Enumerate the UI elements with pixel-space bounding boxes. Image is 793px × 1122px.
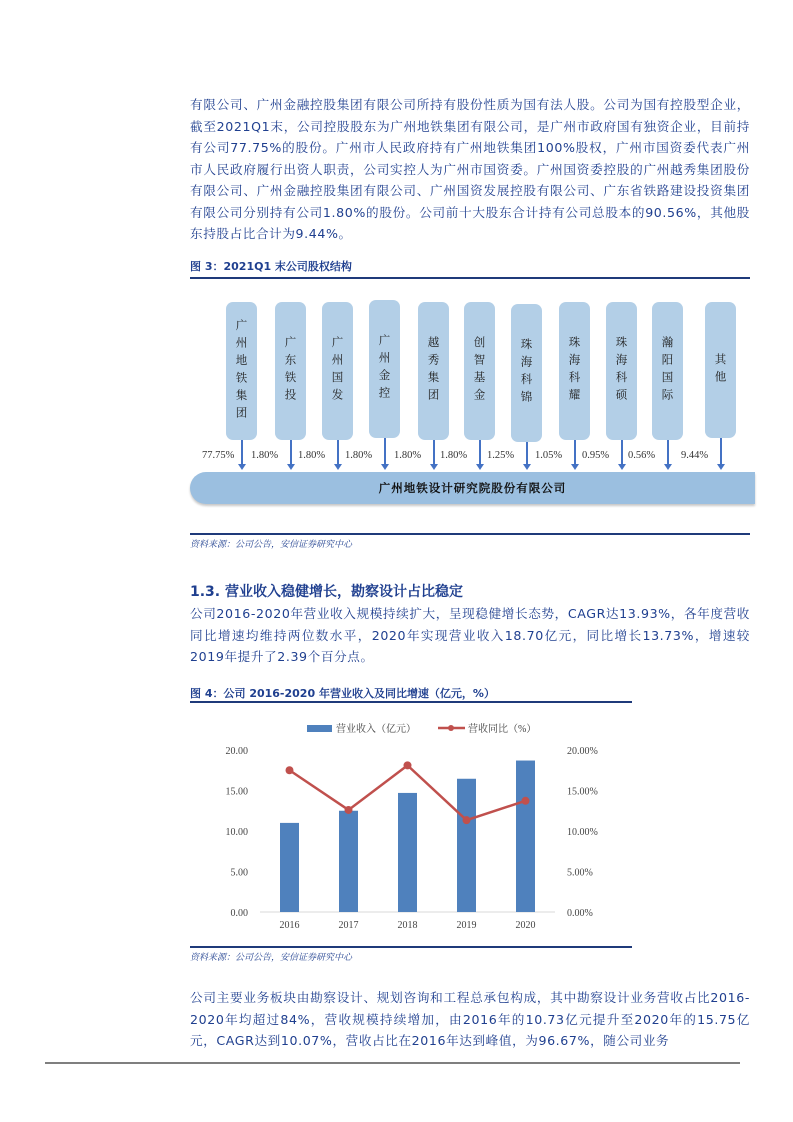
- shareholder-name: 越秀集团: [426, 336, 441, 406]
- figure4-source: 资料来源：公司公告，安信证券研究中心: [190, 953, 353, 963]
- figure4-title: 图 4：公司 2016-2020 年营业收入及同比增速（亿元，%）: [190, 687, 495, 700]
- revenue-bar: [280, 823, 299, 912]
- x-tick: 2018: [397, 920, 418, 931]
- y-left-tick: 10.00: [225, 827, 248, 838]
- company-name: 广州地铁设计研究院股份有限公司: [378, 481, 567, 495]
- shareholder-box: [559, 302, 590, 440]
- y-right-tick: 5.00%: [567, 867, 593, 879]
- ownership-percent: 1.80%: [251, 450, 279, 461]
- growth-point: [404, 761, 412, 769]
- revenue-chart: [190, 705, 635, 945]
- arrow-down-icon: [621, 440, 623, 466]
- ownership-percent: 1.80%: [440, 450, 468, 461]
- shareholder-box: [322, 302, 353, 440]
- arrow-down-icon: [479, 440, 481, 466]
- figure3-title: 图 3：2021Q1 末公司股权结构: [190, 260, 352, 273]
- shareholder-name: 广州金控: [377, 334, 392, 404]
- arrow-down-icon: [667, 440, 669, 466]
- figure3-source: 资料来源：公司公告，安信证券研究中心: [190, 540, 353, 550]
- shareholder-name: 瀚阳国际: [660, 336, 675, 406]
- figure4-top-rule: [190, 701, 632, 703]
- legend-line-label: 营收同比（%）: [468, 724, 537, 735]
- revenue-bar: [457, 779, 476, 912]
- shareholder-box: [369, 300, 400, 438]
- arrow-down-icon: [384, 438, 386, 466]
- figure3-top-rule: [190, 277, 750, 279]
- figure4-bottom-rule: [190, 946, 632, 948]
- ownership-percent: 0.56%: [628, 450, 656, 461]
- ownership-percent: 9.44%: [681, 450, 709, 461]
- shareholder-name: 创智基金: [472, 336, 487, 406]
- figure3-bottom-rule: [190, 533, 750, 535]
- shareholder-name: 珠海科耀: [567, 336, 582, 406]
- shareholder-name: 广东铁投: [283, 336, 298, 406]
- y-right-tick: 20.00%: [567, 746, 598, 757]
- ownership-percent: 1.80%: [345, 450, 373, 461]
- paragraph-business: 公司主要业务板块由勘察设计、规划咨询和工程总承包构成，其中勘察设计业务营收占比2016-2020年均超过84%，营收规模持续增加，由2016年的10.73亿元提升至2020年的15.75亿元，CAGR达到10.07%，营收占比在2016年达到峰值，为96.67%，随公司业务: [190, 990, 750, 1048]
- shareholder-box: [464, 302, 495, 440]
- y-right-tick: 10.00%: [567, 827, 598, 838]
- paragraph-revenue: 公司2016-2020年营业收入规模持续扩大，呈现稳健增长态势，CAGR达13.93%，各年度营收同比增速均维持两位数水平，2020年实现营业收入18.70亿元，同比增长13.73%，增速较2019年提升了2.39个百分点。: [190, 606, 750, 664]
- shareholder-box: [652, 302, 683, 440]
- growth-point: [522, 797, 530, 805]
- shareholder-name: 其他: [713, 352, 728, 388]
- revenue-bar: [516, 761, 535, 912]
- growth-point: [463, 816, 471, 824]
- arrow-down-icon: [574, 440, 576, 466]
- x-tick: 2017: [338, 920, 359, 931]
- ownership-percent: 1.25%: [487, 450, 515, 461]
- ownership-percent: 1.80%: [394, 450, 422, 461]
- y-left-tick: 15.00: [225, 786, 248, 798]
- company-bar: [190, 472, 755, 504]
- revenue-bar: [398, 793, 417, 912]
- shareholder-name: 珠海科硕: [614, 336, 629, 406]
- shareholder-name: 广州地铁集团: [234, 318, 249, 424]
- shareholder-name: 广州国发: [330, 336, 345, 406]
- footer-rule: [45, 1062, 740, 1064]
- revenue-bar: [339, 811, 358, 912]
- y-left-tick: 0.00: [230, 908, 248, 919]
- ownership-percent: 0.95%: [582, 450, 610, 461]
- y-left-tick: 5.00: [230, 867, 248, 879]
- growth-point: [286, 766, 294, 774]
- arrow-down-icon: [720, 438, 722, 466]
- arrow-down-icon: [526, 442, 528, 466]
- arrow-down-icon: [290, 440, 292, 466]
- shareholder-name: 珠海科锦: [519, 338, 534, 408]
- y-left-tick: 20.00: [225, 746, 248, 757]
- y-right-tick: 15.00%: [567, 786, 598, 798]
- ownership-percent: 1.05%: [535, 450, 563, 461]
- section-heading: 1.3. 营业收入稳健增长，勘察设计占比稳定: [190, 584, 463, 600]
- arrow-down-icon: [433, 440, 435, 466]
- shareholder-box: [226, 302, 257, 440]
- paragraph-ownership: 有限公司、广州金融控股集团有限公司所持有股份性质为国有法人股。公司为国有控股型企业，截至2021Q1末，公司控股股东为广州地铁集团有限公司，是广州市政府国有独资企业，目前持有公司77.75%的股份。广州市人民政府持有广州地铁集团100%股权，广州市国资委代表广州市人民政府履行出资人职责，公司实控人为广州市国资委。广州国资委控股的广州越秀集团股份有限公司、广州金融控股集团有限公司、广州国资发展控股有限公司、广东省铁路建设投资集团有限公司分别持有公司1.80%的股份。公司前十大股东合计持有公司总股本的90.56%，其他股东持股占比合计为9.44%。: [190, 97, 750, 241]
- x-tick: 2016: [279, 920, 300, 931]
- shareholder-box: [606, 302, 637, 440]
- shareholder-box: [418, 302, 449, 440]
- x-tick: 2019: [456, 920, 477, 931]
- shareholder-box: [705, 302, 736, 438]
- arrow-down-icon: [241, 440, 243, 466]
- legend-bar-swatch: [307, 725, 332, 732]
- shareholder-box: [511, 304, 542, 442]
- growth-point: [345, 806, 353, 814]
- arrow-down-icon: [337, 440, 339, 466]
- ownership-percent: 1.80%: [298, 450, 326, 461]
- y-right-tick: 0.00%: [567, 908, 593, 919]
- legend-bar-label: 营业收入（亿元）: [336, 724, 416, 735]
- ownership-percent: 77.75%: [202, 450, 235, 461]
- shareholder-box: [275, 302, 306, 440]
- x-tick: 2020: [515, 920, 536, 931]
